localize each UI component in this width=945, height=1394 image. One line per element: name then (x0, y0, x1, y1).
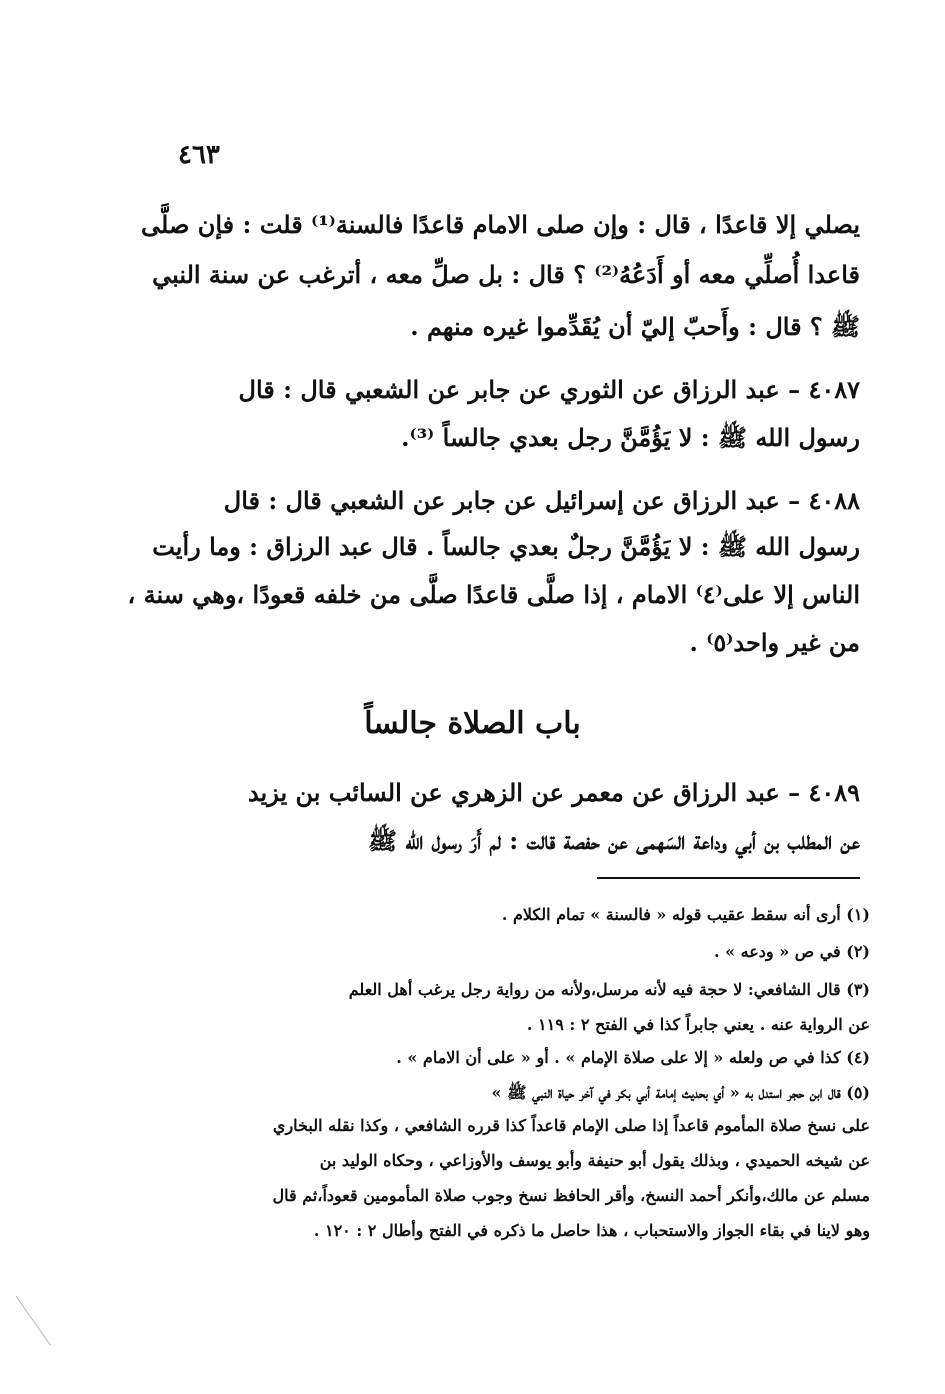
footnote-line: (٤) كذا في ص ولعله « إلا على صلاة الإمام » . أو « على أن الامام » . (396, 1048, 870, 1067)
hadith-4087-line: رسول الله ﷺ : لا يَؤُمَّنَّ رجل بعدي جالساً ⁽³⁾. (401, 423, 860, 452)
footnote-line: (١) أرى أنه سقط عقيب قوله « فالسنة » تمام الكلام . (501, 905, 870, 924)
footnote-line: عن الرواية عنه . يعني جابراً كذا في الفتح ٢ : ١١٩ . (526, 1015, 870, 1034)
footnote-line: عن شيخه الحميدي ، وبذلك يقول أبو حنيفة وأبو يوسف والأوزاعي ، وحكاه الوليد بن (319, 1151, 870, 1170)
footnote-line: (٥) قال ابن حجر استدل به « أي بحديث إمامة أبي بكر في آخر حياة النبي ﷺ » (491, 1083, 870, 1102)
footnote-divider (597, 877, 860, 879)
footnote-line: وهو لاينا في بقاء الجواز والاستحباب ، هذا حاصل ما ذكره في الفتح وأطال ٢ : ١٢٠ . (313, 1221, 870, 1240)
text-line: قاعدا أُصلِّي معه أو أَدَعُهُ⁽²⁾ ؟ قال : بل صلِّ معه ، أترغب عن سنة النبي (152, 260, 860, 289)
scan-artifact (16, 1279, 76, 1346)
hadith-4088-line: ٤٠٨٨ – عبد الرزاق عن إسرائيل عن جابر عن الشعبي قال : قال (223, 486, 860, 515)
text-line: ﷺ ؟ قال : وأَحبّ إليّ أن يُقَدِّموا غيره منهم . (410, 312, 860, 341)
hadith-4087-line: ٤٠٨٧ – عبد الرزاق عن الثوري عن جابر عن الشعبي قال : قال (238, 375, 860, 404)
hadith-4088-line: رسول الله ﷺ : لا يَؤُمَّنَّ رجلٌ بعدي جالساً . قال عبد الرزاق : وما رأيت (152, 532, 860, 561)
text-line: يصلي إلا قاعدًا ، قال : وإن صلى الامام قاعدًا فالسنة⁽¹⁾ قلت : فإن صلَّى (141, 210, 860, 239)
footnote-line: مسلم عن مالك،وأنكر أحمد النسخ، وأقر الحافظ نسخ وجوب صلاة المأمومين قعوداً،ثم قال (272, 1186, 870, 1205)
hadith-4089-line: عن المطلب بن أبي وداعة السَهمى عن حفصة قالت : لم أَرَ رسول الله ﷺ (367, 826, 860, 855)
footnote-line: (٢) في ص « ودعه » . (713, 942, 870, 961)
hadith-4088-line: من غير واحد⁽٥⁾ . (689, 628, 860, 657)
footnote-line: على نسخ صلاة المأموم قاعداً إذا صلى الإمام قاعداً كذا قرره الشافعي ، وكذا نقله البخاري (272, 1116, 870, 1135)
hadith-4088-line: الناس إلا على⁽٤⁾ الامام ، إذا صلَّى قاعدًا صلَّى من خلفه قعودًا ،وهي سنة ، (127, 580, 860, 609)
hadith-4089-line: ٤٠٨٩ – عبد الرزاق عن معمر عن الزهري عن السائب بن يزيد (247, 778, 860, 807)
footnote-line: (٣) قال الشافعي: لا حجة فيه لأنه مرسل،ولأنه من رواية رجل يرغب أهل العلم (348, 980, 870, 999)
chapter-heading: باب الصلاة جالساً (364, 706, 581, 741)
page-number: ٤٦٣ (178, 140, 220, 170)
